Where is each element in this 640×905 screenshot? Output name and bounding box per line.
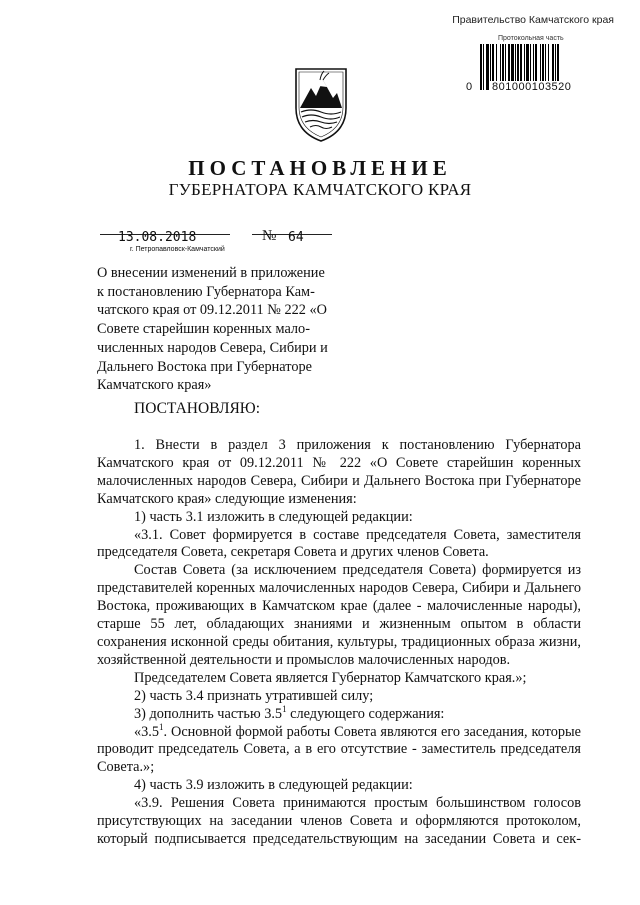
- document-date: 13.08.2018: [118, 230, 197, 245]
- barcode-lead-digit: 0: [466, 81, 473, 93]
- body-paragraph: [97, 703, 581, 724]
- superscript: 1: [282, 703, 287, 714]
- document-place: г. Петропавловск-Камчатский: [130, 246, 225, 253]
- subject-line: О внесении изменений в приложение: [97, 265, 325, 281]
- body-paragraph: [97, 721, 581, 778]
- document-subject: [97, 264, 337, 395]
- body-paragraph: Состав Совета (за исключением председателя Совета) формируется из представителей коренных малочисленных народов Севера, Сибири и Дальнего Востока, проживающих в Камчатском крае (далее - малочисленные народы), старше 55 лет, обладающих знаниями и жизненным опытом в области сохранения исконной среды обитания, культуры, традиционных образа жизни, хозяйственной деятельности и промыслов малочисленных народов.: [97, 562, 581, 668]
- body-text: «3.5: [134, 723, 160, 740]
- body-paragraph: 1. Внести в раздел 3 приложения к постановлению Губернатора Камчатского края от 09.12.2011 № 222 «О Совете старейшин коренных малочисленных народов Севера, Сибири и Дальнего Востока при Губернаторе Камчатского края» следующие изменения:: [97, 437, 581, 507]
- subject-line: Камчатского края»: [97, 377, 212, 394]
- body-text: . Основной формой работы Совета являются его заседания, которые проводит председатель Совета, а в его отсутствие - заместитель председателя Совета.»;: [97, 723, 581, 776]
- subject-line: численных народов Севера, Сибири и: [97, 339, 328, 356]
- body-text: 3) дополнить частью 3.5: [134, 705, 283, 722]
- body-paragraph: 1) часть 3.1 изложить в следующей редакции:: [134, 508, 413, 525]
- body-paragraph: 2) часть 3.4 признать утратившей силу;: [134, 687, 374, 704]
- stamp-organization: Правительство Камчатского края: [452, 14, 614, 26]
- document-number: 64: [288, 230, 304, 245]
- superscript: 1: [159, 721, 164, 732]
- body-paragraph: 4) часть 3.9 изложить в следующей редакции:: [134, 777, 413, 794]
- body-paragraph: Председателем Совета является Губернатор Камчатского края.»;: [134, 669, 527, 686]
- body-paragraph: «3.9. Решения Совета принимаются простым большинством голосов присутствующих на заседании членов Совета и оформляются протоколом, который подписывается председательствующим на заседании Совета и сек-: [97, 795, 581, 847]
- document-subtitle: ГУБЕРНАТОРА КАМЧАТСКОГО КРАЯ: [168, 180, 472, 199]
- document-title: ПОСТАНОВЛЕНИЕ: [188, 156, 452, 180]
- body-text: следующего содержания:: [286, 705, 445, 722]
- stamp-subtitle: Протокольная часть: [498, 35, 564, 42]
- document-body: [97, 437, 581, 849]
- order-word: ПОСТАНОВЛЯЮ:: [134, 400, 261, 417]
- subject-line: чатского края от 09.12.2011 № 222 «О: [97, 302, 327, 319]
- subject-line: Совете старейшин коренных мало-: [97, 321, 310, 338]
- number-label: №: [262, 228, 277, 244]
- subject-line: Дальнего Востока при Губернаторе: [97, 358, 312, 375]
- body-paragraph: «3.1. Совет формируется в составе председателя Совета, заместителя председателя Совета, секретаря Совета и других членов Совета.: [97, 526, 581, 561]
- barcode-number: 801000103520: [492, 81, 572, 93]
- kamchatka-emblem-icon: [293, 66, 349, 144]
- subject-line: к постановлению Губернатора Кам-: [97, 283, 315, 300]
